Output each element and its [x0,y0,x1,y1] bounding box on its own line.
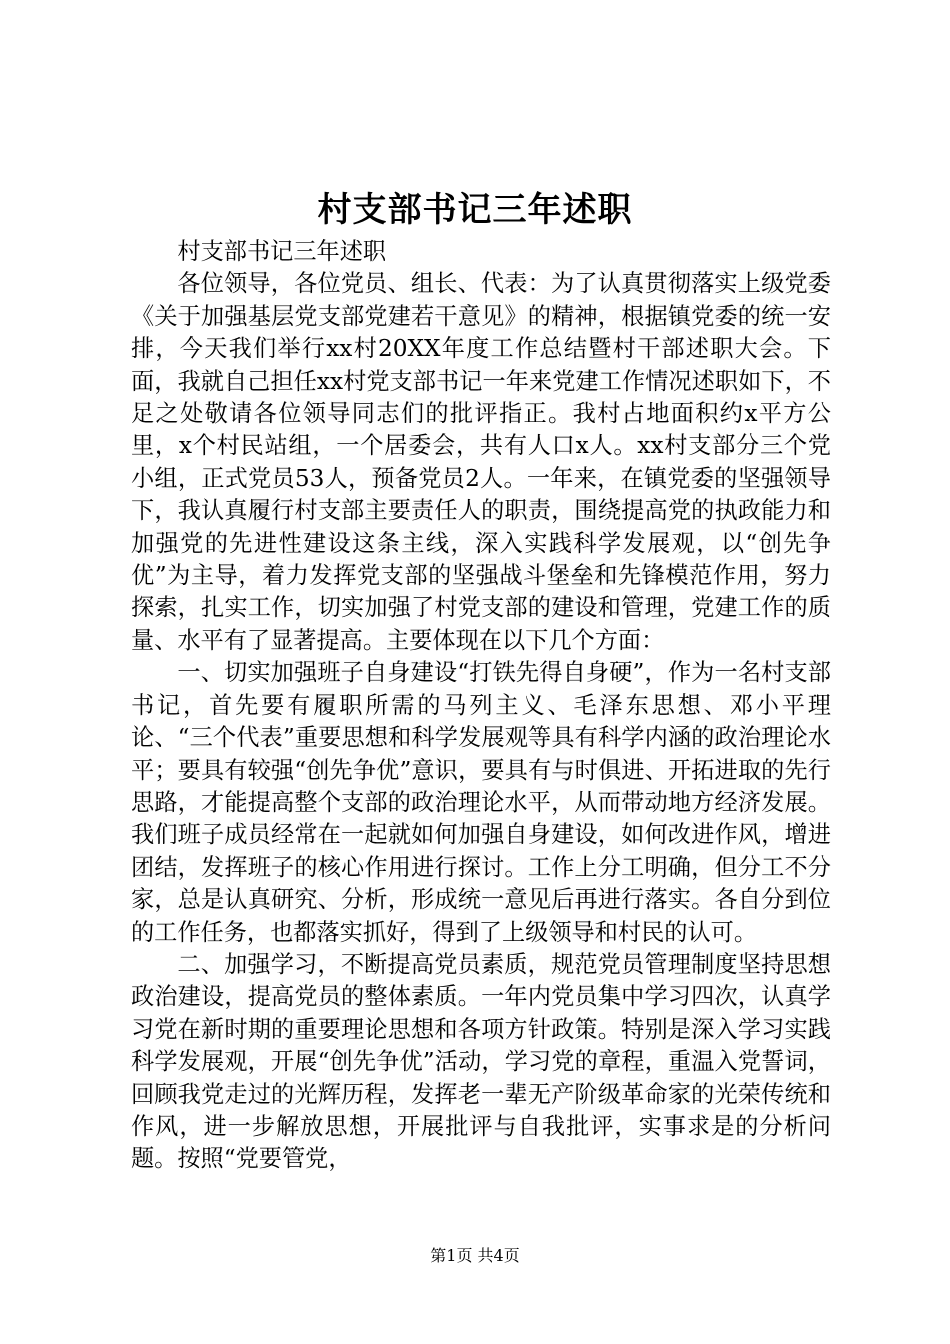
paragraph: 二、加强学习，不断提高党员素质，规范党员管理制度坚持思想政治建设，提高党员的整体素质。一年内党员集中学习四次，认真学习党在新时期的重要理论思想和各项方针政策。特别是深入学习实践科学发展观，开展“创先争优”活动，学习党的章程，重温入党誓词，回顾我党走过的光辉历程，发挥老一辈无产阶级革命家的光荣传统和作风，进一步解放思想，开展批评与自我批评，实事求是的分析问题。按照“党要管党， [131,950,831,1173]
document-title: 村支部书记三年述职 [317,190,633,230]
paragraph: 一、切实加强班子自身建设“打铁先得自身硬”，作为一名村支部书记，首先要有履职所需的马列主义、毛泽东思想、邓小平理论、“三个代表”重要思想和科学发展观等具有科学内涵的政治理论水平；要具有较强“创先争优”意识，要具有与时俱进、开拓进取的先行思路，才能提高整个支部的政治理论水平，从而带动地方经济发展。我们班子成员经常在一起就如何加强自身建设，如何改进作风，增进团结，发挥班子的核心作用进行探讨。工作上分工明确，但分工不分家，总是认真研究、分析，形成统一意见后再进行落实。各自分到位的工作任务，也都落实抓好，得到了上级领导和村民的认可。 [131,659,831,946]
paragraph: 村支部书记三年述职 [177,238,387,265]
document-body [131,236,831,1176]
page-number-footer: 第1页 共4页 [430,1246,520,1265]
paragraph: 各位领导，各位党员、组长、代表：为了认真贯彻落实上级党委《关于加强基层党支部党建若干意见》的精神，根据镇党委的统一安排，今天我们举行xx村20XX年度工作总结暨村干部述职大会。下面，我就自己担任xx村党支部书记一年来党建工作情况述职如下，不足之处敬请各位领导同志们的批评指正。我村占地面积约x平方公里，x个村民站组，一个居委会，共有人口x人。xx村支部分三个党小组，正式党员53人，预备党员2人。一年来，在镇党委的坚强领导下，我认真履行村支部主要责任人的职责，围绕提高党的执政能力和加强党的先进性建设这条主线，深入实践科学发展观，以“创先争优”为主导，着力发挥党支部的坚强战斗堡垒和先锋模范作用，努力探索，扎实工作，切实加强了村党支部的建设和管理，党建工作的质量、水平有了显著提高。主要体现在以下几个方面： [131,270,831,654]
